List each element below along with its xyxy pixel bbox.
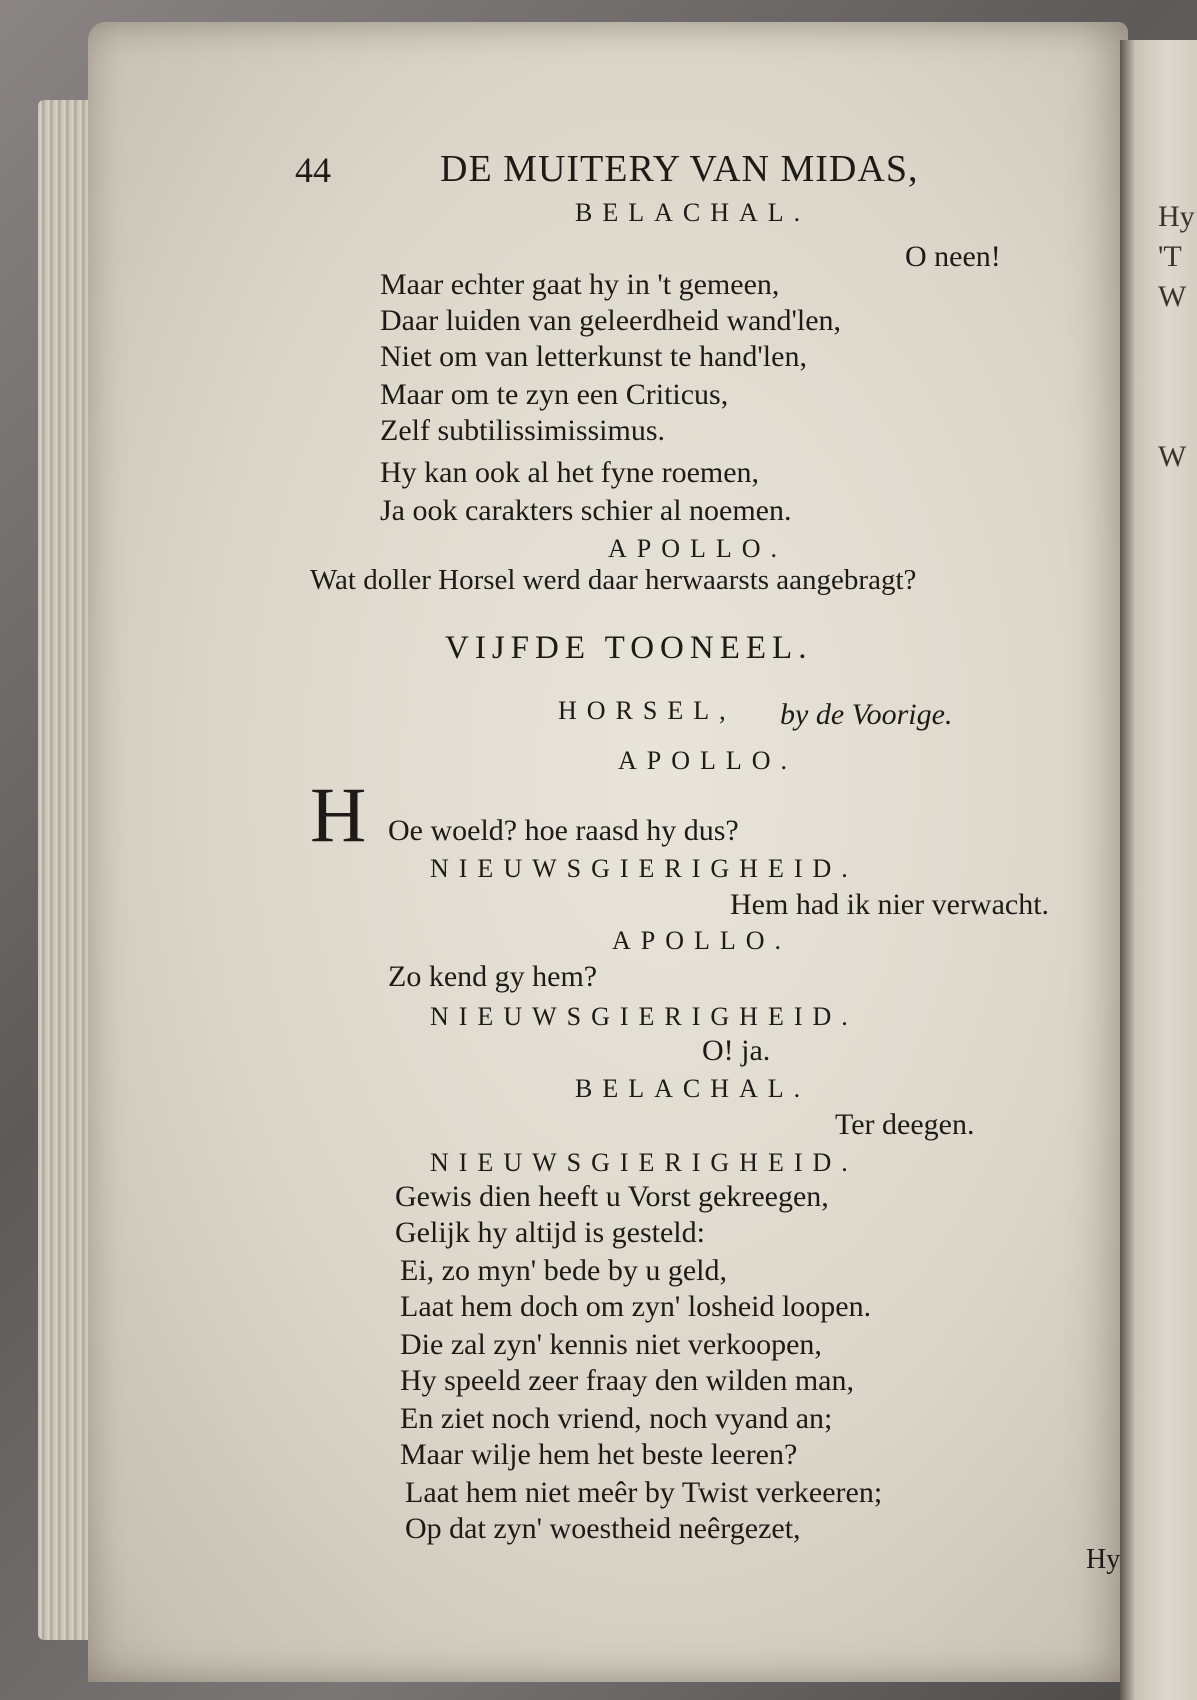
speaker-label: APOLLO. [612,926,792,955]
facing-page [1120,40,1197,1700]
verse-line: Gewis dien heeft u Vorst gekreegen, [395,1180,829,1213]
verse-line: Oe woeld? hoe raasd hy dus? [388,814,739,847]
facing-text: Hy [1158,200,1195,233]
speaker-label: NIEUWSGIERIGHEID. [430,854,858,883]
verse-line: Laat hem doch om zyn' losheid loopen. [400,1290,872,1323]
speaker-label: HORSEL, [558,696,736,725]
verse-line: Die zal zyn' kennis niet verkoopen, [400,1328,822,1361]
verse-line: En ziet noch vriend, noch vyand an; [400,1402,833,1435]
verse-line: O! ja. [702,1034,771,1067]
speaker-label: APOLLO. [618,746,798,775]
verse-line: Gelijk hy altijd is gesteld: [395,1216,705,1249]
verse-line: Ter deegen. [835,1108,975,1141]
verse-line: Ei, zo myn' bede by u geld, [400,1254,727,1287]
verse-line: Zelf subtilissimissimus. [380,414,666,447]
verse-line: Laat hem niet meêr by Twist verkeeren; [405,1476,883,1509]
facing-text: W [1158,440,1187,473]
verse-line: Hem had ik nier verwacht. [730,888,1050,921]
verse-line: O neen! [905,240,1001,273]
verse-line: Op dat zyn' woestheid neêrgezet, [405,1512,801,1545]
verse-line: Wat doller Horsel werd daar herwaarsts aangebragt? [310,564,917,596]
verse-line: Niet om van letterkunst te hand'len, [380,340,807,373]
facing-text: W [1158,280,1187,313]
speaker-label: NIEUWSGIERIGHEID. [430,1002,858,1031]
scene-heading: VIJFDE TOONEEL. [445,630,813,666]
speaker-label: APOLLO. [608,534,788,563]
catchword: Hy [1086,1544,1121,1575]
speaker-label: BELACHAL. [575,1074,811,1103]
verse-line: Hy kan ook al het fyne roemen, [380,456,760,489]
verse-line: Maar echter gaat hy in 't gemeen, [380,268,780,301]
drop-cap: H [310,771,367,858]
speaker-label: NIEUWSGIERIGHEID. [430,1148,858,1177]
stage-direction: by de Voorige. [780,698,953,731]
verse-line: Zo kend gy hem? [388,960,598,993]
verse-line: Maar wilje hem het beste leeren? [400,1438,798,1471]
verse-line: Maar om te zyn een Criticus, [380,378,729,411]
verse-line: Daar luiden van geleerdheid wand'len, [380,304,842,337]
speaker-label: BELACHAL. [575,198,811,227]
running-title: DE MUITERY VAN MIDAS, [440,148,919,190]
facing-text: 'T [1158,240,1182,273]
page-number: 44 [295,150,331,190]
verse-line: Hy speeld zeer fraay den wilden man, [400,1364,854,1397]
verse-line: Ja ook carakters schier al noemen. [380,494,792,527]
